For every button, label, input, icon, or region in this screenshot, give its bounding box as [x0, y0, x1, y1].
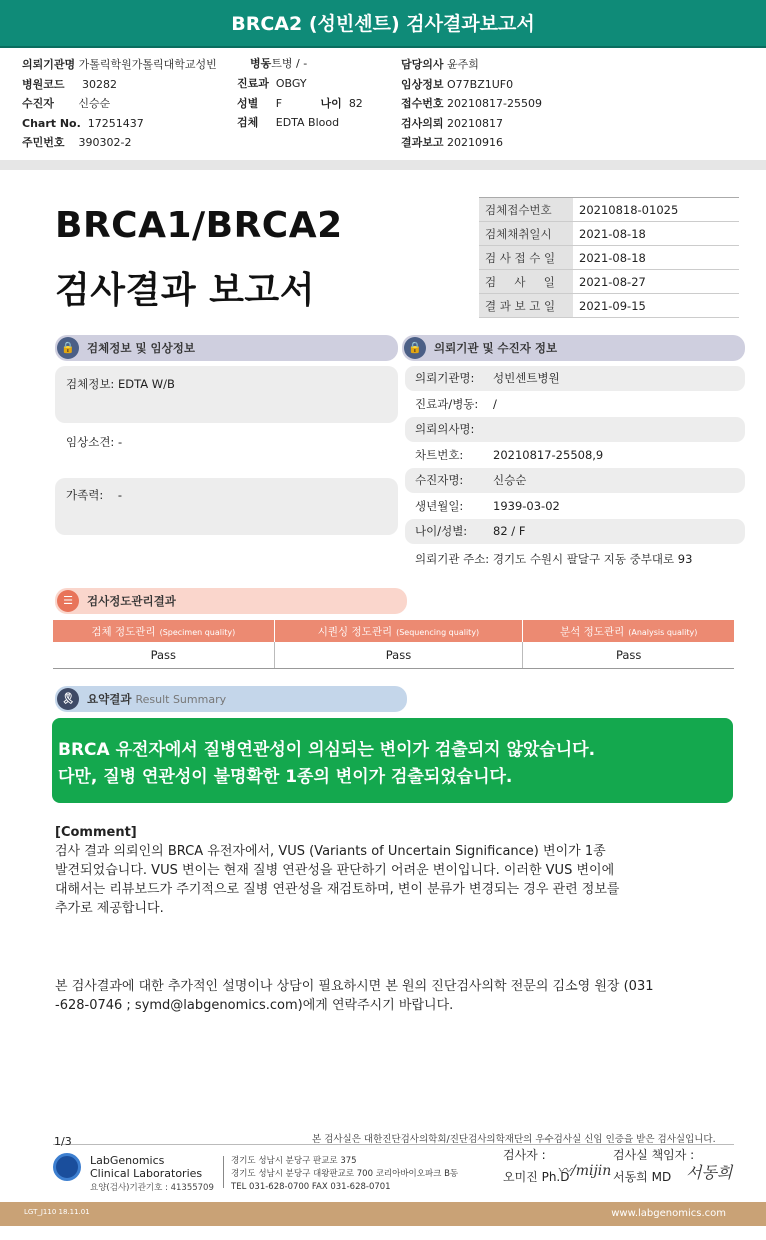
header-label: 의뢰기관명 [22, 58, 76, 71]
table-row [479, 222, 739, 246]
lock-icon: 🔒 [57, 337, 79, 359]
institution-row [405, 443, 745, 468]
table-header-row [53, 620, 734, 642]
row-label: 생년월일: [415, 499, 464, 513]
phone-fax: TEL 031-628-0700 FAX 031-628-0701 [231, 1182, 391, 1192]
header-value: 82 [348, 96, 363, 110]
footer-band [0, 1202, 766, 1226]
section-title: 검사정도관리결과 [87, 594, 176, 608]
row-label: 의뢰기관명: [415, 371, 475, 385]
section-title: 검체정보 및 임상정보 [87, 341, 195, 355]
qc-section-header [55, 588, 407, 614]
ribbon-icon: 🎗 [57, 688, 79, 710]
header-label: 접수번호 [401, 97, 444, 110]
page-number: 1/3 [54, 1135, 72, 1148]
table-key: 검 사 접 수 일 [479, 246, 573, 270]
header-value: F [275, 96, 283, 110]
report-title-line1: BRCA1/BRCA2 [55, 205, 343, 246]
institution-row [405, 392, 745, 417]
clipboard-icon: ☰ [57, 590, 79, 612]
family-history-box [55, 478, 398, 535]
table-row [479, 198, 739, 222]
comment-line: 검사 결과 의뢰인의 BRCA 유전자에서, VUS (Variants of Uncertain Significance) 변이가 1종 [55, 844, 606, 859]
header-value: 신승순 [78, 97, 111, 110]
table-value: 2021-08-27 [573, 270, 739, 294]
header-right [401, 55, 542, 153]
specimen-dates-table [479, 197, 739, 318]
specimen-info-box [55, 366, 398, 423]
header-label: 검체 [237, 116, 259, 129]
family-value: - [117, 488, 122, 502]
row-value: 신승순 [493, 473, 527, 487]
table-value: 2021-09-15 [573, 294, 739, 318]
institution-row [405, 468, 745, 493]
family-label: 가족력: [66, 488, 104, 502]
chief-signature: 서동희 [686, 1163, 733, 1182]
institution-section-header [402, 335, 745, 361]
specimen-section-header [55, 335, 398, 361]
contact-info [55, 977, 653, 1015]
row-value: 1939-03-02 [493, 499, 560, 513]
table-key: 검체접수번호 [479, 198, 573, 222]
table-row [53, 642, 734, 668]
section-title: 요약결과 [87, 692, 132, 706]
table-row [479, 294, 739, 318]
clinical-label: 임상소견: [66, 435, 115, 449]
header-label: 병원코드 [22, 77, 65, 91]
comment-line: 추가로 제공합니다. [55, 901, 164, 916]
row-label: 수진자명: [415, 473, 464, 487]
header-value: 윤주희 [447, 58, 479, 71]
header-ward [250, 55, 307, 71]
tester-signature: 〰/mijin [557, 1163, 612, 1179]
column-header: 분석 정도관리 (Analysis quality) [523, 620, 734, 642]
header-label: Chart No. [22, 116, 81, 130]
certification-note: 본 검사실은 대한진단검사의학회/진단검사의학재단의 우수검사실 신임 인증을 받은 검사실입니다. [312, 1134, 716, 1145]
header-separator [0, 160, 766, 170]
header-value: 17251437 [87, 116, 144, 130]
institution-row [405, 494, 745, 519]
chief-label: 검사실 책임자 : [613, 1148, 695, 1162]
header-label: 검사의뢰 [401, 116, 444, 130]
header-value: 20210817-25509 [447, 97, 542, 110]
summary-line: BRCA 유전자에서 질병연관성이 의심되는 변이가 검출되지 않았습니다. [58, 740, 596, 760]
summary-line: 다만, 질병 연관성이 불명확한 1종의 변이가 검출되었습니다. [58, 767, 513, 787]
header-mid [237, 74, 363, 133]
header-value: O77BZ1UF0 [447, 77, 514, 91]
section-subtitle: Result Summary [135, 693, 227, 706]
institution-row [405, 519, 745, 544]
table-key: 결 과 보 고 일 [479, 294, 573, 318]
lab-name-line: LabGenomics [90, 1154, 165, 1167]
header-value: 20210916 [447, 136, 504, 149]
lab-name-line: Clinical Laboratories [90, 1167, 203, 1180]
tester-name: 오미진 Ph.D [503, 1170, 570, 1184]
header-label: 나이 [320, 96, 342, 110]
tester-label: 검사자 : [503, 1148, 546, 1162]
header-label: 성별 [237, 96, 259, 110]
labgenomics-logo-icon [53, 1153, 81, 1181]
institution-row [405, 417, 745, 442]
comment-line: 발견되었습니다. VUS 변이는 현재 질병 연관성을 판단하기 어려운 변이입니다. 이러한 VUS 변이에 [55, 863, 615, 878]
qc-table [53, 620, 734, 669]
header-label: 수진자 [22, 97, 54, 110]
comment-line: 대해서는 리뷰보드가 주기적으로 질병 연관성을 재검토하며, 변이 분류가 변경되는 경우 관련 정보를 [55, 882, 620, 897]
row-value: 성빈센트병원 [493, 371, 560, 385]
table-row [479, 246, 739, 270]
clinical-value: - [117, 435, 123, 449]
summary-section-header [55, 686, 407, 712]
chief-name: 서동희 MD [613, 1170, 672, 1184]
header-label: 주민번호 [22, 136, 65, 149]
header-value: 390302-2 [78, 136, 132, 149]
row-value: / [493, 397, 497, 411]
header-value: 트병 / - [271, 57, 308, 70]
row-label: 의뢰의사명: [415, 422, 475, 436]
header-label: 담당의사 [401, 58, 444, 71]
comment-section [55, 823, 619, 918]
report-title-line2: 검사결과 보고서 [55, 270, 315, 311]
website-link[interactable]: www.labgenomics.com [611, 1208, 726, 1219]
header-value: 20210817 [447, 116, 504, 130]
header-value: 가톨릭학원가톨릭대학교성빈 [78, 58, 217, 71]
lock-icon: 🔒 [404, 337, 426, 359]
family-history [66, 487, 122, 503]
row-label: 차트번호: [415, 448, 464, 462]
table-value: 2021-08-18 [573, 222, 739, 246]
table-value: 2021-08-18 [573, 246, 739, 270]
contact-line: 본 검사결과에 대한 추가적인 설명이나 상담이 필요하시면 본 원의 진단검사의학 전문의 김소영 원장 (031 [55, 979, 654, 994]
report-banner: BRCA2 (성빈센트) 검사결과보고서 [0, 0, 766, 48]
header-label: 진료과 [237, 77, 269, 90]
qc-value: Pass [274, 642, 523, 668]
header-value: EDTA Blood [275, 116, 340, 129]
qc-value: Pass [53, 642, 274, 668]
header-label: 결과보고 [401, 136, 444, 149]
comment-label: [Comment] [55, 825, 137, 840]
institution-row [405, 366, 745, 391]
lab-code: 요양(검사)기관기호 : 41355709 [90, 1183, 214, 1193]
address-line: 경기도 성남시 분당구 판교로 375 [231, 1156, 357, 1166]
header-label: 병동 [250, 57, 272, 70]
institution-address: 의뢰기관 주소: 경기도 수원시 팔달구 지동 중부대로 93 [415, 552, 693, 566]
table-value: 20210818-01025 [573, 198, 739, 222]
header-label: 임상정보 [401, 77, 444, 91]
table-row [479, 270, 739, 294]
header-value: OBGY [275, 77, 307, 90]
clinical-findings [66, 434, 122, 450]
document-code: LGT_J110 18.11.01 [24, 1208, 90, 1216]
row-label: 진료과/병동: [415, 397, 479, 411]
table-key: 검 사 일 [479, 270, 573, 294]
qc-value: Pass [523, 642, 734, 668]
column-header: 시퀀싱 정도관리 (Sequencing quality) [274, 620, 523, 642]
column-header: 검체 정도관리 (Specimen quality) [53, 620, 274, 642]
section-title: 의뢰기관 및 수진자 정보 [434, 341, 558, 355]
row-value: 82 / F [493, 524, 526, 538]
row-label: 나이/성별: [415, 524, 468, 538]
address-line: 경기도 성남시 분당구 대왕판교로 700 코리아바이오파크 B동 [231, 1169, 459, 1179]
row-value: 20210817-25508,9 [493, 448, 604, 462]
result-summary-box [52, 718, 733, 803]
specimen-info: 검체정보: EDTA W/B [66, 377, 175, 391]
footer-vline [223, 1156, 224, 1188]
header-value: 30282 [82, 77, 117, 91]
contact-line: -628-0746 ; symd@labgenomics.com)에게 연락주시기 바랍니다. [55, 998, 454, 1013]
lab-name [90, 1154, 214, 1195]
lab-address [231, 1155, 458, 1194]
footer-divider [53, 1144, 734, 1145]
header-left [22, 55, 217, 153]
table-key: 검체채취일시 [479, 222, 573, 246]
